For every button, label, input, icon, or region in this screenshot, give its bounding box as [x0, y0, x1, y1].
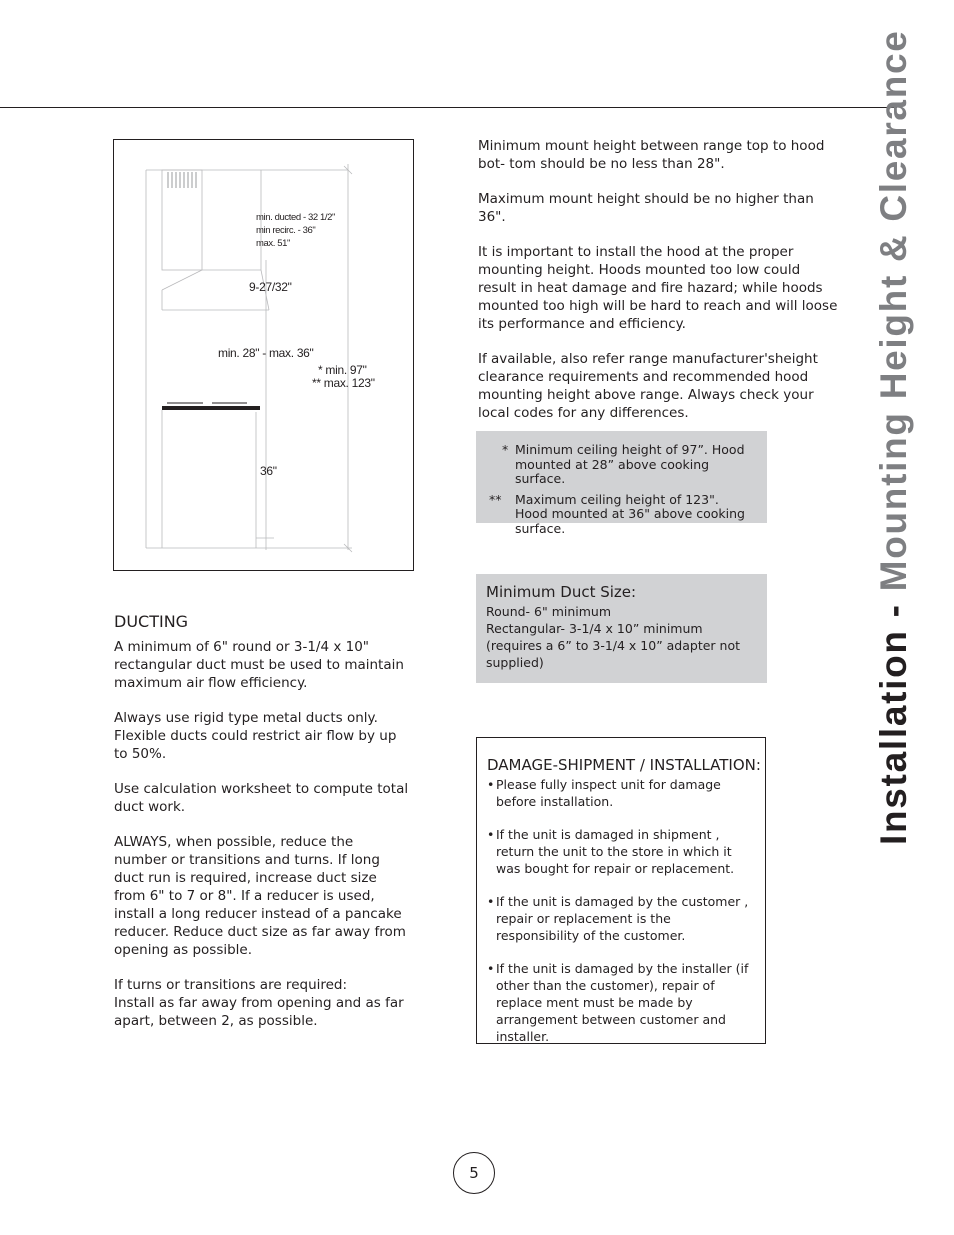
header-rule — [0, 107, 897, 108]
duct-size-rectangular: Rectangular- 3-1/4 x 10” minimum (requires a 6” to 3-1/4 x 10” adapter not supplied) — [486, 621, 741, 670]
duct-size-round: Round- 6" minimum — [486, 604, 612, 619]
label-min-ducted: min. ducted - 32 1/2" — [256, 212, 335, 223]
label-ceiling-min: * min. 97" — [318, 363, 367, 377]
label-ceiling-max: ** max. 123" — [312, 376, 375, 390]
duct-size-title: Minimum Duct Size: — [486, 583, 637, 601]
label-counter-height: 36" — [260, 464, 277, 478]
ducting-heading: DUCTING — [114, 612, 189, 631]
label-max-height: max. 51" — [256, 238, 290, 249]
bullet-icon: • — [487, 961, 495, 976]
mounting-paragraph-3: It is important to install the hood at the proper mounting height. Hoods mounted too low could result in heat damage and fire hazard; while hoods mounted too high will be hard to reach and will loose its performance and efficiency. — [478, 244, 838, 332]
label-hood-depth: 9-27/32" — [249, 280, 292, 294]
damage-item: • If the unit is damaged in shipment , return the unit to the store in which it was bought for repair or replacement. — [487, 827, 735, 876]
side-title-part-1: Installation - — [873, 591, 914, 845]
label-mount-range: min. 28" - max. 36" — [218, 346, 314, 360]
ducting-paragraph-2: Always use rigid type metal ducts only. Flexible ducts could restrict air flow by up to 50%. — [114, 710, 397, 762]
asterisk-mark: * — [502, 442, 509, 457]
bullet-icon: • — [487, 827, 495, 842]
bullet-icon: • — [487, 777, 495, 792]
side-title-part-2: Mounting Height & Clearance — [873, 29, 914, 592]
ceiling-note-max: ** Maximum ceiling height of 123". Hood mounted at 36" above cooking surface. — [489, 491, 745, 536]
ceiling-height-note — [476, 431, 767, 536]
damage-title: DAMAGE-SHIPMENT / INSTALLATION: — [487, 756, 761, 774]
mounting-paragraph-4: If available, also refer range manufacturer'sheight clearance requirements and recommended hood mounting height above range. Always check your local codes for any differences. — [478, 351, 818, 421]
bullet-icon: • — [487, 894, 495, 909]
ducting-paragraph-5: If turns or transitions are required: Install as far away from opening and as far apart, between 2, as possible. — [114, 977, 404, 1029]
damage-item: • If the unit is damaged by the installer (if other than the customer), repair of replace ment must be made by arrangement between customer and installer. — [487, 961, 749, 1044]
ducting-paragraph-1: A minimum of 6" round or 3-1/4 x 10" rectangular duct must be used to maintain maximum air flow efficiency. — [114, 639, 404, 691]
ceiling-note-min: * Minimum ceiling height of 97”. Hood mounted at 28” above cooking surface. — [502, 442, 745, 486]
section-side-title — [874, 29, 914, 845]
damage-item: • Please fully inspect unit for damage before installation. — [487, 777, 721, 809]
mounting-paragraph-1: Minimum mount height between range top to hood bot- tom should be no less than 28". — [478, 138, 825, 172]
damage-item: • If the unit is damaged by the customer , repair or replacement is the responsibility of the customer. — [487, 894, 749, 943]
double-asterisk-mark: ** — [489, 491, 502, 507]
duct-size-box — [476, 574, 767, 683]
mounting-instructions — [478, 137, 840, 439]
ducting-paragraph-4: ALWAYS, when possible, reduce the number or transitions and turns. If long duct run is required, increase duct size from 6" to 7 or 8". If a reducer is used, install a long reducer instead of a pancake reducer. Reduce duct size as far away from opening as possible. — [114, 834, 406, 958]
ducting-section — [114, 612, 410, 1047]
ducting-paragraph-3: Use calculation worksheet to compute total duct work. — [114, 781, 409, 815]
mounting-height-diagram — [113, 139, 414, 571]
mounting-paragraph-2: Maximum mount height should be no higher than 36". — [478, 191, 814, 225]
page-number: 5 — [453, 1152, 495, 1194]
damage-shipment-box — [476, 737, 766, 1044]
label-min-recirc: min recirc. - 36" — [256, 225, 316, 236]
